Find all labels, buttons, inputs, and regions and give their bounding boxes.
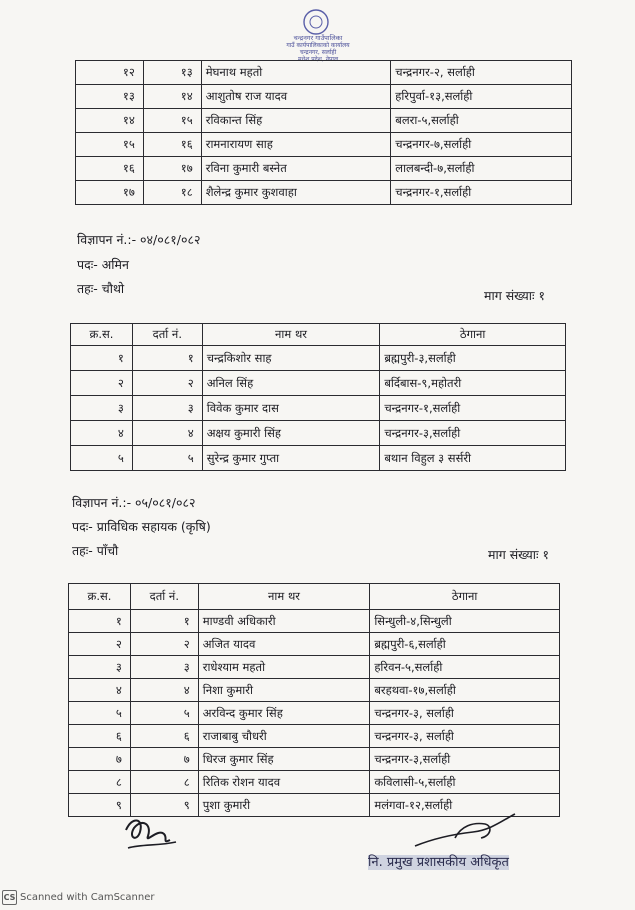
reg-cell: ३ [132,396,202,421]
table-row [69,725,560,748]
name-cell: सुरेन्द्र कुमार गुप्ता [202,446,380,471]
demand-count: माग संख्याः १ [488,547,549,562]
reg-cell: १४ [143,85,201,109]
office-stamp [268,6,368,64]
section2-candidate-table [68,583,560,817]
addr-cell: चन्द्रनगर-७,सर्लाही [391,133,572,157]
top-table-body [76,61,572,205]
name-cell: राधेश्याम महतो [198,656,370,679]
post-title: पदः- अमिन [77,257,129,272]
addr-cell: चन्द्रनगर-३, सर्लाही [370,725,560,748]
table-row [69,771,560,794]
table-row [69,679,560,702]
reg-cell: ४ [132,421,202,446]
reg-cell: ५ [132,446,202,471]
table-row [76,109,572,133]
sn-cell: ८ [69,771,131,794]
table-row [69,610,560,633]
table-row [69,702,560,725]
name-cell: विवेक कुमार दास [202,396,380,421]
reg-cell: ५ [130,702,198,725]
name-cell: रविना कुमारी बस्नेत [201,157,391,181]
sn-cell: ५ [69,702,131,725]
sn-cell: २ [69,633,131,656]
sn-cell: २ [71,371,133,396]
sn-cell: ३ [71,396,133,421]
reg-cell: १६ [143,133,201,157]
header-sn: क्र.स. [71,324,133,346]
advertisement-number: विज्ञापन नं.:- ०५/०८१/०८२ [72,495,196,510]
sn-cell: १२ [76,61,144,85]
name-cell: अक्षय कुमारी सिंह [202,421,380,446]
top-candidate-table [75,60,572,205]
sn-cell: १ [71,346,133,371]
table-row [76,133,572,157]
svg-text:चन्द्रनगर गाउँपालिका: चन्द्रनगर गाउँपालिका [293,34,343,42]
table-row [71,396,566,421]
addr-cell: चन्द्रनगर-१,सर्लाही [391,181,572,205]
table-row [69,633,560,656]
header-name: नाम थर [198,584,370,610]
camscanner-watermark [2,890,155,905]
sn-cell: १७ [76,181,144,205]
addr-cell: चन्द्रनगर-३,सर्लाही [370,748,560,771]
name-cell: माण्डवी अधिकारी [198,610,370,633]
header-address: ठेगाना [380,324,566,346]
addr-cell: बथान विहुल ३ सर्सरी [380,446,566,471]
header-name: नाम थर [202,324,380,346]
table-row [76,85,572,109]
signatory-title: नि. प्रमुख प्रशासकीय अधिकृत [368,855,509,870]
addr-cell: लालबन्दी-७,सर्लाही [391,157,572,181]
reg-cell: ३ [130,656,198,679]
table-row [71,446,566,471]
table-row [71,371,566,396]
header-address: ठेगाना [370,584,560,610]
name-cell: राजाबाबु चौधरी [198,725,370,748]
header-reg: दर्ता नं. [130,584,198,610]
reg-cell: ६ [130,725,198,748]
signature-left [118,808,188,858]
reg-cell: २ [130,633,198,656]
svg-text:गाउँ कार्यपालिकाको कार्यालय: गाउँ कार्यपालिकाको कार्यालय [286,42,350,49]
sn-cell: ७ [69,748,131,771]
name-cell: रितिक रोशन यादव [198,771,370,794]
name-cell: रविकान्त सिंह [201,109,391,133]
reg-cell: १७ [143,157,201,181]
addr-cell: मलंगवा-१२,सर्लाही [370,794,560,817]
addr-cell: ब्रह्मपुरी-३,सर्लाही [380,346,566,371]
table-row [76,181,572,205]
table-row [69,656,560,679]
demand-count: माग संख्याः १ [484,288,545,303]
reg-cell: १ [132,346,202,371]
svg-text:चन्द्रनगर, सर्लाही: चन्द्रनगर, सर्लाही [299,49,337,56]
table-header-row [69,584,560,610]
level-label: तहः- पाँचौ [72,543,119,558]
post-title: पदः- प्राविधिक सहायक (कृषि) [72,519,211,534]
name-cell: अनिल सिंह [202,371,380,396]
addr-cell: हरिवन-५,सर्लाही [370,656,560,679]
header-sn: क्र.स. [69,584,131,610]
reg-cell: ४ [130,679,198,702]
name-cell: शैलेन्द्र कुमार कुशवाहा [201,181,391,205]
name-cell: रामनारायण साह [201,133,391,157]
addr-cell: बर्दिबास-९,महोतरी [380,371,566,396]
advertisement-number: विज्ञापन नं.:- ०४/०८१/०८२ [77,232,201,247]
name-cell: धिरज कुमार सिंह [198,748,370,771]
sn-cell: १४ [76,109,144,133]
watermark-text: Scanned with CamScanner [20,892,155,903]
sn-cell: १३ [76,85,144,109]
sn-cell: १ [69,610,131,633]
reg-cell: १३ [143,61,201,85]
camscanner-icon: CS [2,890,17,905]
name-cell: अजित यादव [198,633,370,656]
sn-cell: ५ [71,446,133,471]
name-cell: पुशा कुमारी [198,794,370,817]
addr-cell: बरहथवा-१७,सर्लाही [370,679,560,702]
table-row [76,157,572,181]
header-reg: दर्ता नं. [132,324,202,346]
addr-cell: कविलासी-५,सर्लाही [370,771,560,794]
name-cell: निशा कुमारी [198,679,370,702]
table-header-row [71,324,566,346]
name-cell: चन्द्रकिशोर साह [202,346,380,371]
name-cell: आशुतोष राज यादव [201,85,391,109]
table-row [71,421,566,446]
addr-cell: चन्द्रनगर-१,सर्लाही [380,396,566,421]
table-row [71,346,566,371]
addr-cell: चन्द्रनगर-३, सर्लाही [370,702,560,725]
addr-cell: ब्रह्मपुरी-६,सर्लाही [370,633,560,656]
table-row [69,748,560,771]
sn-cell: १६ [76,157,144,181]
reg-cell: २ [132,371,202,396]
reg-cell: ९ [130,794,198,817]
table-row [76,61,572,85]
addr-cell: सिन्धुली-४,सिन्धुली [370,610,560,633]
section1-candidate-table [70,323,566,471]
sn-cell: ६ [69,725,131,748]
addr-cell: बलरा-५,सर्लाही [391,109,572,133]
reg-cell: १८ [143,181,201,205]
sn-cell: ३ [69,656,131,679]
level-label: तहः- चौथो [77,281,125,296]
reg-cell: ७ [130,748,198,771]
reg-cell: ८ [130,771,198,794]
addr-cell: हरिपुर्वा-१३,सर्लाही [391,85,572,109]
reg-cell: १ [130,610,198,633]
name-cell: मेघनाथ महतो [201,61,391,85]
sn-cell: ४ [69,679,131,702]
name-cell: अरविन्द कुमार सिंह [198,702,370,725]
sn-cell: ९ [69,794,131,817]
reg-cell: १५ [143,109,201,133]
sn-cell: १५ [76,133,144,157]
sn-cell: ४ [71,421,133,446]
svg-text:मधेश प्रदेश, नेपाल: मधेश प्रदेश, नेपाल [297,56,339,63]
addr-cell: चन्द्रनगर-२, सर्लाही [391,61,572,85]
addr-cell: चन्द्रनगर-३,सर्लाही [380,421,566,446]
